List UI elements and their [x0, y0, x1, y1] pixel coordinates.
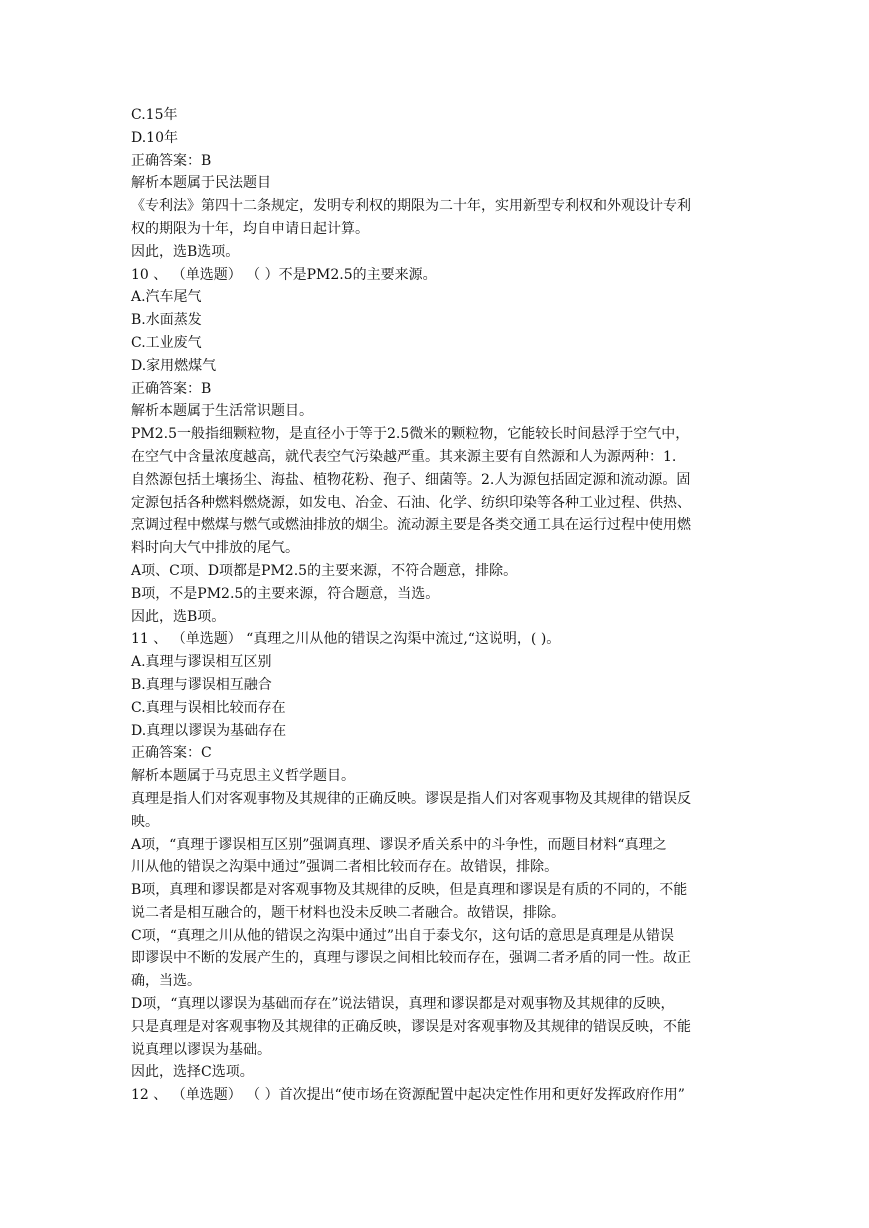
option-line: C.真理与误相比较而存在	[131, 699, 286, 716]
text-line: 真理是指人们对客观事物及其规律的正确反映。谬误是指人们对客观事物及其规律的错误反	[131, 790, 691, 807]
document-body	[131, 104, 741, 1107]
text-line: 在空气中含量浓度越高，就代表空气污染越严重。其来源主要有自然源和人为源两种：1.	[131, 448, 677, 465]
option-line: B.真理与谬误相互融合	[131, 676, 272, 693]
text-line: 说真理以谬误为基础。	[131, 1041, 271, 1058]
text-line: C项，“真理之川从他的错误之沟渠中通过”出自于泰戈尔，这句话的意思是真理是从错误	[131, 927, 675, 944]
option-line: A.汽车尾气	[131, 289, 202, 306]
text-line: 川从他的错误之沟渠中通过”强调二者相比较而存在。故错误，排除。	[131, 859, 559, 876]
text-line: B项，不是PM2.5的主要来源，符合题意，当选。	[131, 585, 440, 602]
text-line: 说二者是相互融合的，题干材料也没未反映二者融合。故错误，排除。	[131, 904, 565, 921]
text-line: 解析本题属于生活常识题目。	[131, 403, 313, 420]
text-line: PM2.5一般指细颗粒物，是直径小于等于2.5微米的颗粒物，它能较长时间悬浮于空气中，	[131, 426, 690, 443]
text-line: 《专利法》第四十二条规定，发明专利权的期限为二十年，实用新型专利权和外观设计专利	[131, 198, 691, 215]
text-line: 因此，选B项。	[131, 608, 226, 625]
text-line: 即谬误中不断的发展产生的，真理与谬误之间相比较而存在，强调二者矛盾的同一性。故正	[131, 950, 691, 967]
text-line: 因此，选B选项。	[131, 243, 240, 260]
text-line: 因此，选择C选项。	[131, 1064, 254, 1081]
text-line: A项，“真理于谬误相互区别”强调真理、谬误矛盾关系中的斗争性，而题目材料“真理之	[131, 836, 667, 853]
text-line: 只是真理是对客观事物及其规律的正确反映，谬误是对客观事物及其规律的错误反映，不能	[131, 1018, 691, 1035]
option-line: D.真理以谬误为基础存在	[131, 722, 287, 739]
text-line: 自然源包括土壤扬尘、海盐、植物花粉、孢子、细菌等。2.人为源包括固定源和流动源。固	[131, 471, 691, 488]
question-title: 12 、 （单选题） （ ）首次提出“使市场在资源配置中起决定性作用和更好发挥政府作用”	[131, 1087, 685, 1104]
text-line: D.10年	[131, 129, 178, 146]
answer-line: 正确答案：C	[131, 745, 212, 762]
question-title: 10 、 （单选题） （ ）不是PM2.5的主要来源。	[131, 266, 437, 283]
option-line: B.水面蒸发	[131, 312, 202, 329]
question-title: 11 、 （单选题） “真理之川从他的错误之沟渠中流过,“这说明，( )。	[131, 631, 561, 648]
text-line: 解析本题属于民法题目	[131, 175, 271, 192]
text-line: 料时向大气中排放的尾气。	[131, 540, 299, 557]
text-line: 确，当选。	[131, 973, 201, 990]
text-line: B项，真理和谬误都是对客观事物及其规律的反映，但是真理和谬误是有质的不同的，不能	[131, 882, 688, 899]
text-line: C.15年	[131, 107, 178, 123]
answer-line: 正确答案：B	[131, 380, 212, 397]
option-line: D.家用燃煤气	[131, 357, 217, 374]
text-line: 定源包括各种燃料燃烧源，如发电、冶金、石油、化学、纺织印染等各种工业过程、供热、	[131, 494, 691, 511]
text-line: 解析本题属于马克思主义哲学题目。	[131, 768, 355, 785]
option-line: A.真理与谬误相互区别	[131, 654, 272, 671]
text-line: 正确答案：B	[131, 152, 212, 169]
text-line: 映。	[131, 813, 159, 830]
text-line: A项、C项、D项都是PM2.5的主要来源，不符合题意，排除。	[131, 562, 518, 579]
text-line: D项，“真理以谬误为基础而存在”说法错误，真理和谬误都是对观事物及其规律的反映，	[131, 996, 675, 1013]
text-line: 权的期限为十年，均自申请日起计算。	[131, 220, 369, 237]
option-line: C.工业废气	[131, 334, 202, 351]
text-line: 烹调过程中燃煤与燃气或燃油排放的烟尘。流动源主要是各类交通工具在运行过程中使用燃	[131, 517, 691, 534]
